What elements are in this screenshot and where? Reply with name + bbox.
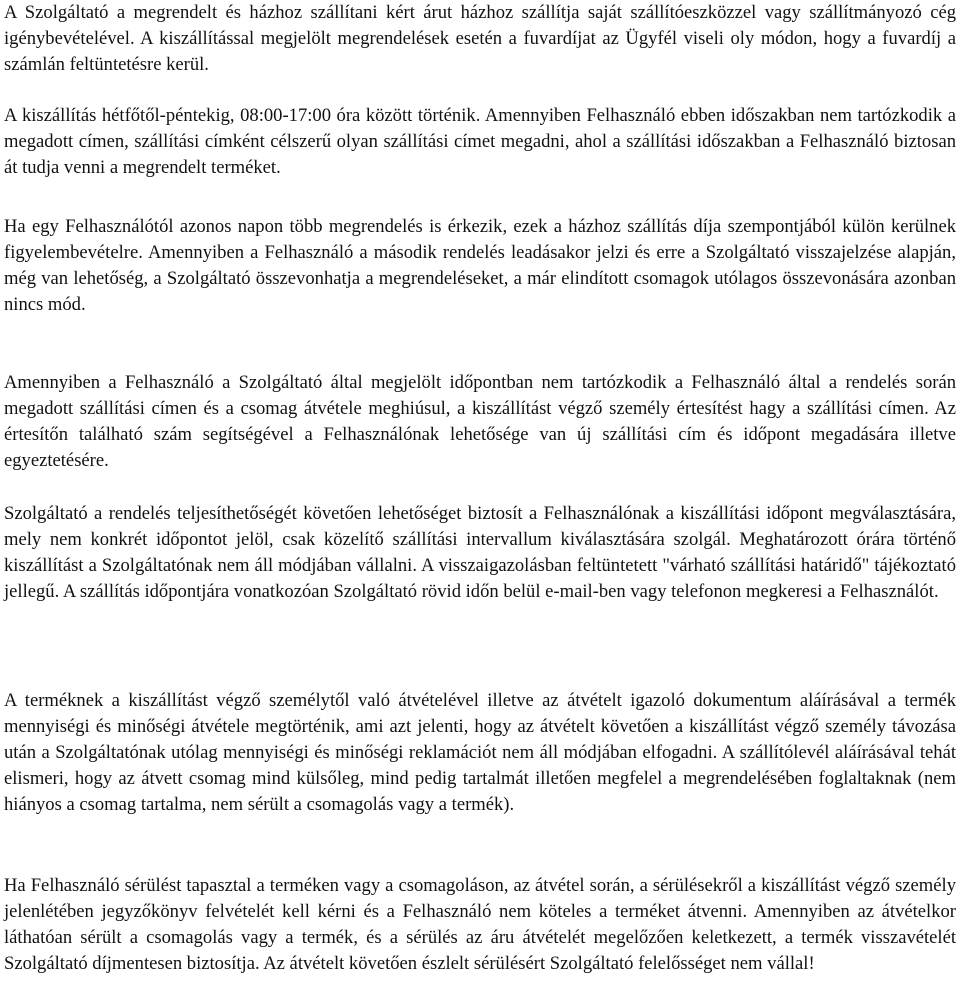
paragraph-receipt-acceptance: A terméknek a kiszállítást végző személytől való átvételével illetve az átvételt igazoló dokumentum aláírásával a termék mennyiségi és minőségi átvétele megtörténik, ami azt jelenti, hogy az átvételt követően a kiszállítást végző személy távozása után a Szolgáltatónak utólag mennyiségi és minőségi reklamációt nem áll módjában elfogadni. A szállítólevél aláírásával tehát elismeri, hogy az átvett csomag mind külsőleg, mind pedig tartalmát illetően megfelel a megrendelésében foglaltaknak (nem hiányos a csomag tartalma, nem sérült a csomagolás vagy a termék). [4,690,956,815]
paragraph-failed-delivery: Amennyiben a Felhasználó a Szolgáltató által megjelölt időpontban nem tartózkodik a Felhasználó által a rendelés során megadott szállítási címen és a csomag átvétele meghiúsul, a kiszállítást végző személy értesítést hagy a szállítási címen. Az értesítőn található szám segítségével a Felhasználónak lehetősége van új szállítási cím és időpont megadására illetve egyeztetésére. [4,372,956,471]
paragraph-delivery-hours: A kiszállítás hétfőtől-péntekig, 08:00-17:00 óra között történik. Amennyiben Felhasználó ebben időszakban nem tartózkodik a megadott címen, szállítási címként célszerű olyan szállítási címet megadni, ahol a szállítási időszakban a Felhasználó biztosan át tudja venni a megrendelt terméket. [4,105,956,178]
paragraph-delivery-time-selection: Szolgáltató a rendelés teljesíthetőségét követően lehetőséget biztosít a Felhasználónak a kiszállítási időpont megválasztására, mely nem konkrét időpontot jelöl, csak közelítő szállítási intervallum kiválasztására szolgál. Meghatározott órára történő kiszállítást a Szolgáltatónak nem áll módjában vállalni. A visszaigazolásban feltüntetett "várható szállítási határidő" tájékoztató jellegű. A szállítás időpontjára vonatkozóan Szolgáltató rövid időn belül e-mail-ben vagy telefonon megkeresi a Felhasználót. [4,503,956,602]
paragraph-delivery-method: A Szolgáltató a megrendelt és házhoz szállítani kért árut házhoz szállítja saját szállítóeszközzel vagy szállítmányozó cég igénybevételével. A kiszállítással megjelölt megrendelések esetén a fuvardíjat az Ügyfél viseli oly módon, hogy a fuvardíj a számlán feltüntetésre kerül. [4,2,956,75]
paragraph-damage-report: Ha Felhasználó sérülést tapasztal a terméken vagy a csomagoláson, az átvétel során, a sérülésekről a kiszállítást végző személy jelenlétében jegyzőkönyv felvételét kell kérni és a Felhasználó nem köteles a terméket átvenni. Amennyiben az átvételkor láthatóan sérült a csomagolás vagy a termék, és a sérülés az áru átvételét megelőzően keletkezett, a termék visszavételét Szolgáltató díjmentesen biztosítja. Az átvételt követően észlelt sérülésért Szolgáltató felelősséget nem vállal! [4,875,956,974]
paragraph-multiple-orders: Ha egy Felhasználótól azonos napon több megrendelés is érkezik, ezek a házhoz szállítás díja szempontjából külön kerülnek figyelembevételre. Amennyiben a Felhasználó a második rendelés leadásakor jelzi és erre a Szolgáltató visszajelzése alapján, még van lehetőség, a Szolgáltató összevonhatja a megrendeléseket, a már elindított csomagok utólagos összevonására azonban nincs mód. [4,216,956,315]
